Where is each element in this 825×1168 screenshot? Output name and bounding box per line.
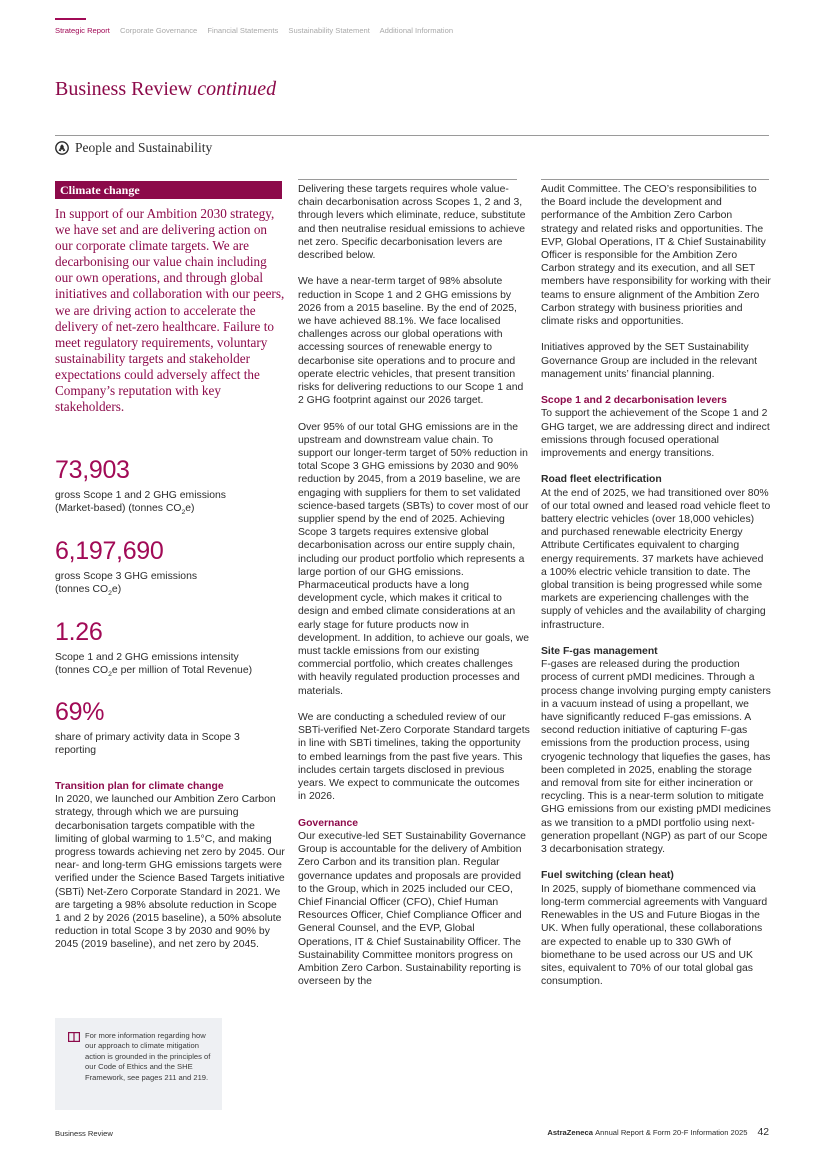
- page-number: 42: [757, 1127, 769, 1138]
- paragraph: We have a near-term target of 98% absolute reduction in Scope 1 and 2 GHG emissions by 2026 from a 2015 baseline. By the end of 2025, we have achieved 88.1%. We face localised challenges across our global operations with accessing sources of renewable energy to decarbonise site operations and to procure and operate electric vehicles, that present transition risks for delivering reductions to our Scope 1 and 2 GHG footprint against our 2026 target.: [298, 276, 524, 407]
- stat-label-line: (tonnes CO: [55, 584, 109, 596]
- paragraph: Initiatives approved by the SET Sustainability Governance Group are included in the relevant management units’ financial planning.: [541, 342, 758, 380]
- fgas-heading: Site F-gas management: [541, 646, 658, 658]
- road-fleet-body: At the end of 2025, we had transitioned over 80% of our total owned and leased road vehicle fleet to battery electric vehicles (over 18,000 vehicles) and purchased renewable electricity Energy Attribute Certificates equivalent to charging energy requirements. 37 markets have achieved a 100% electric vehicle transition to date. The global transition is being progressed while some markets are experiencing challenges with the supply of vehicles and the availability of charging infrastructure.: [541, 487, 771, 631]
- fuel-switching-heading: Fuel switching (clean heat): [541, 870, 674, 882]
- stat-label-line: e): [185, 503, 195, 515]
- nav-sustainability-statement[interactable]: Sustainability Statement: [288, 26, 370, 35]
- subscript: 2: [108, 590, 112, 598]
- stat-label-line: reporting: [55, 745, 97, 757]
- header-rule: [55, 135, 769, 136]
- governance-body: Our executive-led SET Sustainability Governance Group is accountable for the delivery of Ambition Zero Carbon and its transition plan. Regular governance updates and proposals are provided to the Group, which in 2025 included our CEO, Chief Financial Officer (CFO), Chief Human Resources Officer, Chief Compliance Officer and General Counsel, and the EVP, Global Operations, IT & Chief Sustainability Officer. The Sustainability Committee monitors progress on Ambition Zero Carbon. Sustainability reporting is overseen by the: [298, 830, 526, 988]
- column-3: [541, 183, 771, 1002]
- fuel-switching-body: In 2025, supply of biomethane commenced via long-term commercial agreements with Vanguard Renewables in the US and Future Biogas in the UK. When fully operational, these collaborations are expected to enable up to 330 GWh of biomethane to be used across our US and UK sites, equivalent to 70% of our total global gas consumption.: [541, 883, 768, 988]
- stat-label-line: (Market-based) (tonnes CO: [55, 503, 182, 515]
- paragraph: Audit Committee. The CEO’s responsibilities to the Board include the development and performance of the Ambition Zero Carbon strategy and related risks and opportunities. The EVP, Global Operations, IT & Chief Sustainability Officer is responsible for the Ambition Zero Carbon strategy and its execution, and all SET members have responsibility for working with their teams to ensure alignment of the Ambition Zero Carbon strategy with business priorities and climate risks and opportunities.: [541, 184, 771, 328]
- footer-section-label: Business Review: [55, 1129, 113, 1138]
- more-info-text: For more information regarding how our approach to climate mitigation action is grounded in the principles of our Code of Ethics and the SHE Framework, see pages 211 and 219.: [85, 1031, 211, 1082]
- column-2-rule: [298, 179, 517, 180]
- stat-label-line: (tonnes CO: [55, 665, 109, 677]
- stat-value-scope12: 73,903: [55, 456, 130, 484]
- page-title-main: Business Review: [55, 78, 193, 100]
- climate-change-heading: Climate change: [55, 181, 282, 199]
- stat-label-primary-data: [55, 731, 285, 757]
- paragraph: We are conducting a scheduled review of our SBTi-verified Net-Zero Corporate Standard targets in line with SBTi timelines, taking the opportunity to embed learnings from the past five years. This includes certain targets disclosed in previous years. We expect to communicate the outcomes in 2026.: [298, 712, 530, 803]
- stat-label-line: Scope 1 and 2 GHG emissions intensity: [55, 652, 239, 663]
- footer-brand: AstraZeneca: [547, 1128, 593, 1137]
- subscript: 2: [108, 671, 112, 679]
- footer-report-title: Annual Report & Form 20-F Information 2025: [595, 1128, 748, 1137]
- stat-label-line: e per million of Total Revenue): [111, 665, 253, 677]
- fgas-body: F-gases are released during the production process of current pMDI medicines. Through a process change involving purging empty canisters in a vacuum instead of using a propellant, we have significantly reduced F-gas emissions. A second reduction initiative of capturing F-gas emissions from the production process, using cryogenic technology that liquefies the gases, has been completed in 2025, enabling the storage and removal from site for either incineration or recycling. This is a near-term solution to mitigate GHG emissions from our existing pMDI medicines as we transition to a pMDI portfolio using next-generation propellant (NGP) as part of our Scope 3 decarbonisation strategy.: [541, 659, 771, 856]
- levers-heading: Scope 1 and 2 decarbonisation levers: [541, 395, 727, 407]
- nav-additional-information[interactable]: Additional Information: [379, 26, 454, 35]
- transition-plan-body: In 2020, we launched our Ambition Zero Carbon strategy, through which we are pursuing decarbonisation targets compatible with the limiting of global warming to 1.5°C, and making progress towards achieving net zero by 2045. Our near- and long-term GHG emissions targets were verified under the Science Based Targets initiative (SBTi) Net-Zero Corporate Standard in 2021. We are targeting a 98% absolute reduction in Scope 1 and 2 by 2026 (2015 baseline), a 50% absolute reduction in total Scope 3 by 2030 and 90% by 2045 (2019 baseline), and net zero by 2045.: [55, 794, 285, 951]
- road-fleet-heading: Road fleet electrification: [541, 474, 662, 486]
- nav-strategic-report[interactable]: Strategic Report: [55, 26, 110, 35]
- stat-value-primary-data: 69%: [55, 698, 105, 726]
- climate-intro: In support of our Ambition 2030 strategy, we have set and are delivering action on our corporate climate targets. We are decarbonising our value chain including our own operations, and through global initiatives and collaboration with our peers, we are driving action to accelerate the delivery of net-zero healthcare. Failure to meet regulatory requirements, voluntary sustainability targets and stakeholder expectations could adversely affect the Company’s reputation with key stakeholders.: [55, 206, 285, 415]
- column-2: [298, 183, 530, 1002]
- book-icon: [68, 1032, 80, 1042]
- page-title-continued: continued: [197, 78, 277, 100]
- governance-heading: Governance: [298, 817, 359, 829]
- stat-label-scope3: [55, 570, 285, 600]
- nav-financial-statements[interactable]: Financial Statements: [207, 26, 279, 35]
- page-title: [55, 78, 276, 101]
- transition-plan-heading: Transition plan for climate change: [55, 781, 224, 792]
- nav-accent-bar: [55, 18, 86, 20]
- section-nav: [55, 26, 461, 35]
- stat-value-scope3: 6,197,690: [55, 537, 164, 565]
- stat-label-line: gross Scope 3 GHG emissions: [55, 571, 198, 582]
- sustainability-icon: [55, 141, 69, 155]
- stat-label-scope12: [55, 489, 285, 519]
- footer-report-info: [547, 1127, 769, 1138]
- paragraph: Over 95% of our total GHG emissions are in the upstream and downstream value chain. To support our longer-term target of 50% reduction in total Scope 3 GHG emissions by 2030 and 90% reduction by 2045, from a 2019 baseline, we are engaging with suppliers for them to set validated science-based targets (SBTs) to cover most of our supplier spend by the end of 2025. Achieving Scope 3 targets requires extensive global decarbonisation across our entire supply chain, including our product portfolio which represents a large portion of our GHG emissions. Pharmaceutical products have a long development cycle, which makes it critical to design and embed climate considerations at an early stage for future products now in development. In addition, to achieve our goals, we must tackle emissions from our existing commercial portfolio, which creates challenges with heavily regulated production processes and materials.: [298, 421, 530, 697]
- nav-corporate-governance[interactable]: Corporate Governance: [120, 26, 198, 35]
- stat-label-intensity: [55, 651, 285, 681]
- levers-body: To support the achievement of the Scope 1 and 2 GHG target, we are addressing direct and indirect emissions through focused operational improvements and energy transitions.: [541, 408, 770, 460]
- paragraph: Delivering these targets requires whole value-chain decarbonisation across Scopes 1, 2 and 3, through levers which eliminate, reduce, substitute and then neutralise residual emissions to achieve net zero. Specific decarbonisation levers are described below.: [298, 184, 526, 262]
- stat-value-intensity: 1.26: [55, 618, 103, 646]
- section-title: People and Sustainability: [75, 140, 213, 155]
- transition-plan-block: [55, 780, 285, 965]
- stat-label-line: gross Scope 1 and 2 GHG emissions: [55, 490, 226, 501]
- subscript: 2: [181, 509, 186, 517]
- more-info-note: [55, 1018, 222, 1110]
- stat-label-line: share of primary activity data in Scope 3: [55, 732, 240, 743]
- column-3-rule: [541, 179, 769, 180]
- stat-label-line: e): [111, 584, 122, 596]
- section-heading: [55, 139, 212, 157]
